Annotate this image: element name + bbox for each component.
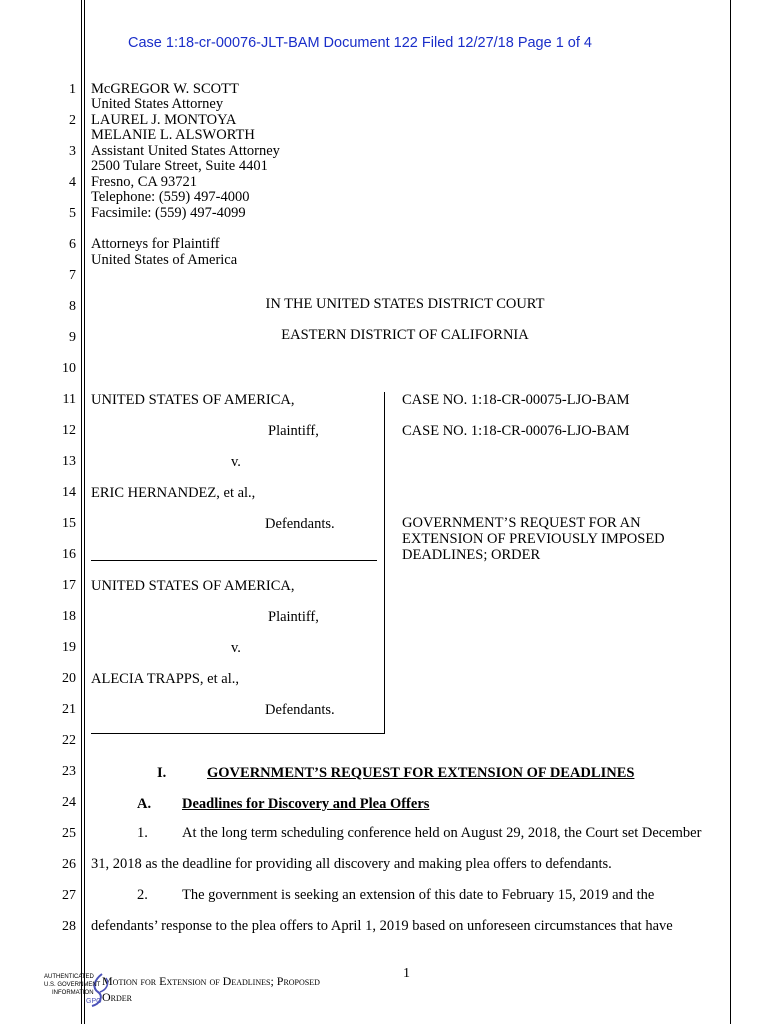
section-title: GOVERNMENT’S REQUEST FOR EXTENSION OF DEADLINES: [207, 765, 635, 781]
versus: v.: [231, 454, 241, 470]
subsection-number: A.: [137, 796, 152, 812]
line-number: 10: [62, 361, 76, 376]
subsection-title: Deadlines for Discovery and Plea Offers: [182, 796, 430, 812]
paragraph-text: At the long term scheduling conference held on August 29, 2018, the Court set December: [182, 825, 702, 841]
line-number: 21: [62, 702, 76, 717]
line-number: 19: [62, 640, 76, 655]
line-number: 27: [62, 888, 76, 903]
court-district: EASTERN DISTRICT OF CALIFORNIA: [281, 327, 529, 343]
counsel-line: Telephone: (559) 497-4000: [91, 189, 250, 205]
document-title-line: GOVERNMENT’S REQUEST FOR AN: [402, 515, 641, 531]
defendant-label: Defendants.: [265, 702, 335, 718]
document-title-line: EXTENSION OF PREVIOUSLY IMPOSED: [402, 531, 665, 547]
plaintiff-label: Plaintiff,: [268, 423, 319, 439]
defendant-name: ERIC HERNANDEZ, et al.,: [91, 485, 256, 501]
line-number: 11: [62, 392, 76, 407]
line-number: 16: [62, 547, 76, 562]
line-number: 24: [62, 795, 76, 810]
line-number: 23: [62, 764, 76, 779]
case-number-1: CASE NO. 1:18-CR-00075-LJO-BAM: [402, 392, 630, 408]
caption-vertical-rule: [384, 392, 385, 734]
line-number: 3: [69, 144, 76, 159]
defendant-label: Defendants.: [265, 516, 335, 532]
seal-text: GPO: [86, 998, 102, 1005]
line-number: 14: [62, 485, 76, 500]
versus: v.: [231, 640, 241, 656]
margin-line-right: [730, 0, 731, 1024]
paragraph-text: defendants’ response to the plea offers to April 1, 2019 based on unforeseen circumstances that have: [91, 918, 673, 934]
seal-text: AUTHENTICATED: [44, 974, 94, 980]
footer-title-line: Motion for Extension of Deadlines; Proposed: [102, 974, 320, 988]
line-number: 15: [62, 516, 76, 531]
paragraph-number: 1.: [137, 825, 148, 841]
paragraph-text: 31, 2018 as the deadline for providing all discovery and making plea offers to defendants.: [91, 856, 612, 872]
plaintiff-name: UNITED STATES OF AMERICA,: [91, 392, 295, 408]
counsel-line: 2500 Tulare Street, Suite 4401: [91, 158, 268, 174]
attorneys-for-line: United States of America: [91, 252, 238, 268]
margin-line-outer: [81, 0, 82, 1024]
counsel-line: Fresno, CA 93721: [91, 174, 197, 190]
line-number: 12: [62, 423, 76, 438]
page-number: 1: [403, 966, 410, 981]
paragraph-number: 2.: [137, 887, 148, 903]
defendant-name: ALECIA TRAPPS, et al.,: [91, 671, 239, 687]
court-name: IN THE UNITED STATES DISTRICT COURT: [265, 296, 545, 312]
line-number: 2: [69, 113, 76, 128]
counsel-line: United States Attorney: [91, 96, 224, 112]
paragraph-text: The government is seeking an extension of this date to February 15, 2019 and the: [182, 887, 655, 903]
footer-title-line: Order: [102, 990, 133, 1004]
line-number: 28: [62, 919, 76, 934]
line-number: 26: [62, 857, 76, 872]
line-number: 25: [62, 826, 76, 841]
case-number-2: CASE NO. 1:18-CR-00076-LJO-BAM: [402, 423, 630, 439]
margin-line-inner: [84, 0, 85, 1024]
seal-text: INFORMATION: [52, 990, 94, 996]
line-number: 13: [62, 454, 76, 469]
line-number: 18: [62, 609, 76, 624]
caption-divider: [91, 560, 377, 561]
line-number: 1: [69, 82, 76, 97]
counsel-line: Assistant United States Attorney: [91, 143, 280, 159]
filing-header: Case 1:18-cr-00076-JLT-BAM Document 122 Filed 12/27/18 Page 1 of 4: [128, 35, 592, 51]
document-title-line: DEADLINES; ORDER: [402, 547, 541, 563]
plaintiff-name: UNITED STATES OF AMERICA,: [91, 578, 295, 594]
section-number: I.: [157, 765, 167, 781]
line-number: 4: [69, 175, 76, 190]
line-number: 17: [62, 578, 76, 593]
caption-bottom-rule: [91, 733, 385, 734]
attorneys-for-line: Attorneys for Plaintiff: [91, 236, 220, 252]
line-number: 8: [69, 299, 76, 314]
line-number: 6: [69, 237, 76, 252]
line-number: 7: [69, 268, 76, 283]
gpo-authentication-seal: [40, 970, 133, 1010]
line-number: 5: [69, 206, 76, 221]
counsel-line: McGREGOR W. SCOTT: [91, 81, 239, 97]
plaintiff-label: Plaintiff,: [268, 609, 319, 625]
seal-text: U.S. GOVERNMENT: [44, 982, 101, 988]
counsel-line: LAUREL J. MONTOYA: [91, 112, 237, 128]
line-number: 22: [62, 733, 76, 748]
line-number: 20: [62, 671, 76, 686]
counsel-line: Facsimile: (559) 497-4099: [91, 205, 246, 221]
line-number: 9: [69, 330, 76, 345]
counsel-line: MELANIE L. ALSWORTH: [91, 127, 255, 143]
